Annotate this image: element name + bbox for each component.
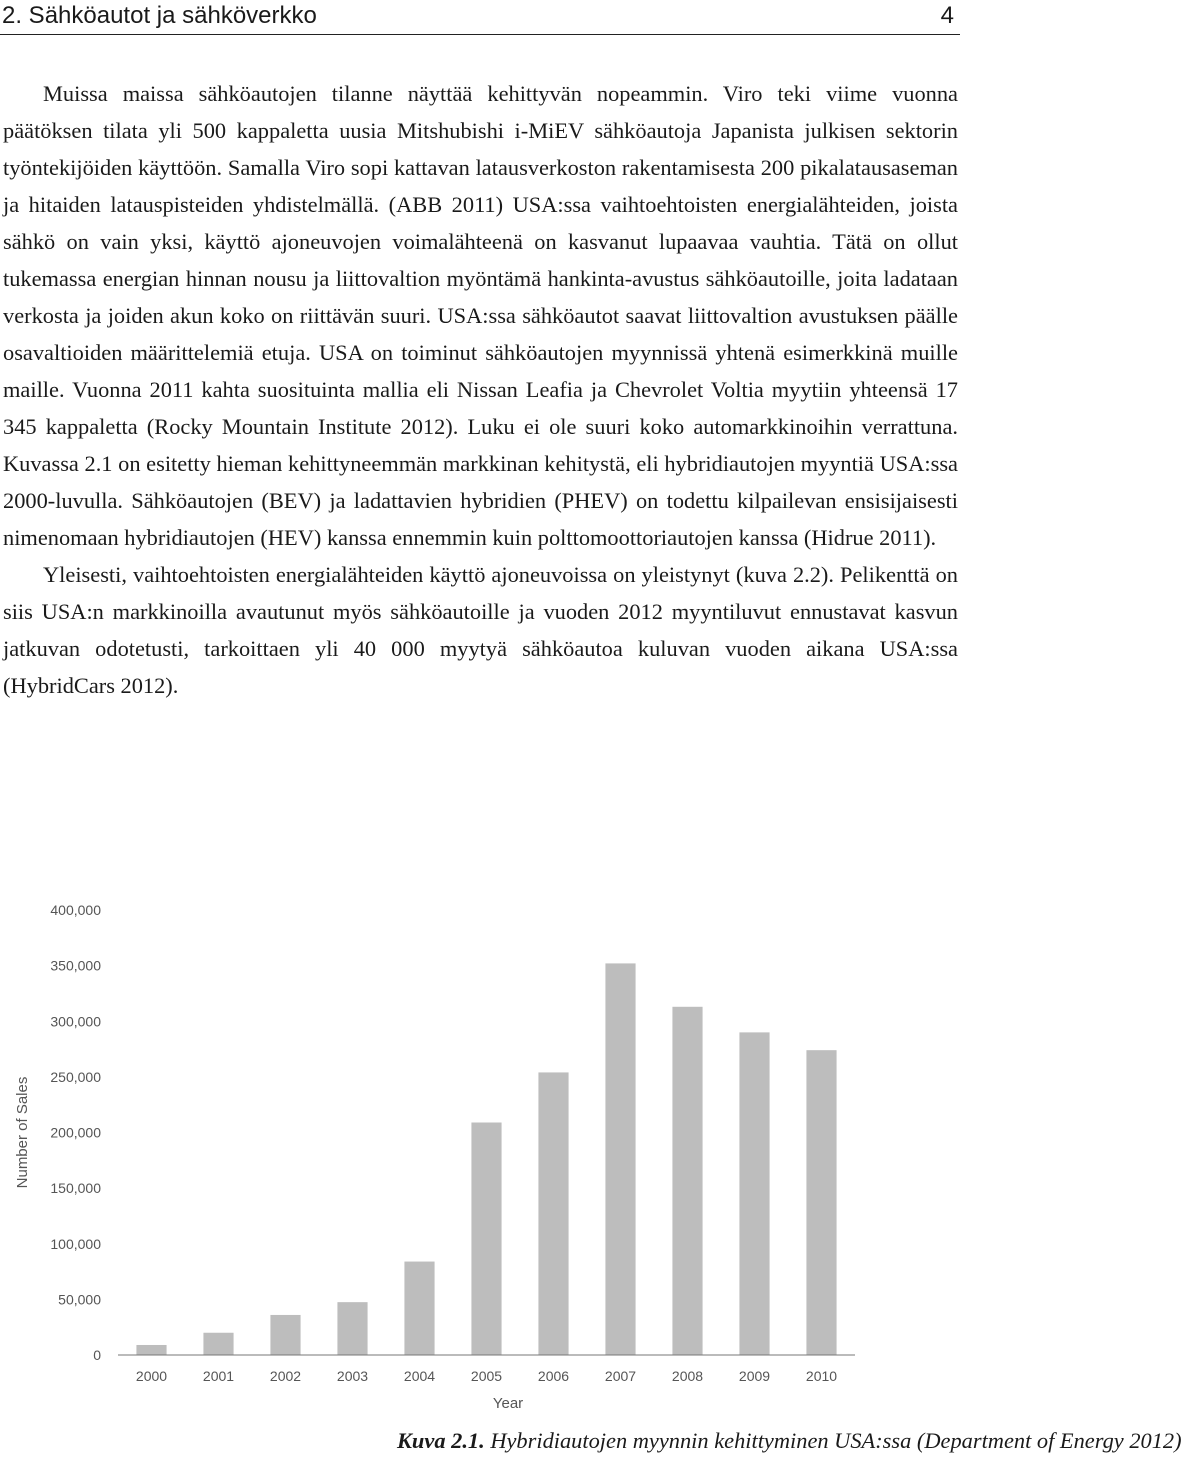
x-tick-label: 2010 xyxy=(805,1368,838,1384)
bar-2000 xyxy=(136,1345,166,1355)
paragraph: Yleisesti, vaihtoehtoisten energialähteiden käyttö ajoneuvoissa on yleistynyt (kuva 2.2). Pelikenttä on siis USA:n markkinoilla avautunut myös sähköautoille ja vuoden 2012 myyntiluvut ennustavat kasvun jatkuvan odotetusti, tarkoittaen yli 40 000 myytyä sähköautoa kuluvan vuoden aikana USA:ssa (HybridCars 2012). xyxy=(3,562,958,698)
y-axis-label: Number of Sales xyxy=(14,1076,31,1189)
x-tick-label: 2002 xyxy=(269,1368,302,1384)
bar-2004 xyxy=(404,1262,434,1355)
y-tick-label: 150,000 xyxy=(50,1180,101,1197)
bar-2008 xyxy=(672,1007,702,1355)
bar-2010 xyxy=(806,1050,836,1355)
x-axis-ticks xyxy=(136,1368,837,1384)
bar-2007 xyxy=(605,963,635,1355)
bars xyxy=(136,963,836,1355)
x-tick-label: 2005 xyxy=(470,1368,503,1384)
caption-label: Kuva 2.1. xyxy=(397,1428,485,1453)
caption-text: Hybridiautojen myynnin kehittyminen USA:ssa (Department of Energy 2012) xyxy=(490,1428,1182,1453)
sales-chart-figure xyxy=(0,890,960,1430)
body-text xyxy=(3,75,958,704)
bar-2002 xyxy=(270,1315,300,1355)
x-tick-label: 2003 xyxy=(336,1368,369,1384)
chapter-title: 2. Sähköautot ja sähköverkko xyxy=(2,2,317,29)
y-tick-label: 100,000 xyxy=(50,1235,101,1252)
y-tick-label: 350,000 xyxy=(50,957,101,974)
bar-2006 xyxy=(538,1072,568,1355)
y-tick-label: 400,000 xyxy=(50,902,101,918)
page-header xyxy=(0,0,960,35)
bar-2009 xyxy=(739,1032,769,1355)
x-axis-label: Year xyxy=(492,1395,524,1412)
paragraph: Muissa maissa sähköautojen tilanne näyttää kehittyvän nopeammin. Viro teki viime vuonna päätöksen tilata yli 500 kappaletta uusia Mitshubishi i-MiEV sähköautoja Japanista julkisen sektorin työntekijöiden käyttöön. Samalla Viro sopi kattavan latausverkoston rakentamisesta 200 pikalatausaseman ja hitaiden latauspisteiden yhdistelmällä. (ABB 2011) USA:ssa vaihtoehtoisten energialähteiden, joista sähkö on vain yksi, käyttö ajoneuvojen voimalähteenä on kasvanut lupaavaa vauhtia. Tätä on ollut tukemassa energian hinnan nousu ja liittovaltion myöntämä hankinta-avustus sähköautoille, joita ladataan verkosta ja joiden akun koko on riittävän suuri. USA:ssa sähköautot saavat liittovaltion avustuksen päälle osavaltioiden määrittelemiä etuja. USA on toiminut sähköautojen myynnissä yhtenä esimerkkinä muille maille. Vuonna 2011 kahta suosituinta mallia eli Nissan Leafia ja Chevrolet Voltia myytiin yhteensä 17 345 kappaletta (Rocky Mountain Institute 2012). Luku ei ole suuri koko automarkkinoihin verrattuna. Kuvassa 2.1 on esitetty hieman kehittyneemmän markkinan kehitystä, eli hybridiautojen myyntiä USA:ssa 2000-luvulla. Sähköautojen (BEV) ja ladattavien hybridien (PHEV) on todettu kilpailevan ensisijaisesti nimenomaan hybridiautojen (HEV) kanssa ennemmin kuin polttomoottoriautojen kanssa (Hidrue 2011). xyxy=(3,81,958,550)
figure-caption xyxy=(397,1428,1182,1454)
page-number: 4 xyxy=(940,2,954,29)
x-tick-label: 2008 xyxy=(671,1368,704,1384)
x-tick-label: 2001 xyxy=(202,1368,235,1384)
x-tick-label: 2004 xyxy=(403,1368,436,1384)
x-tick-label: 2009 xyxy=(738,1368,771,1384)
y-tick-label: 300,000 xyxy=(50,1013,101,1030)
bar-2001 xyxy=(203,1333,233,1355)
x-tick-label: 2000 xyxy=(135,1368,168,1384)
y-tick-label: 50,000 xyxy=(58,1291,101,1308)
bar-2005 xyxy=(471,1122,501,1355)
hybrid-sales-bar-chart xyxy=(0,890,960,1430)
y-tick-label: 200,000 xyxy=(50,1124,101,1141)
y-tick-label: 250,000 xyxy=(50,1068,101,1085)
y-axis-ticks xyxy=(50,902,101,1363)
bar-2003 xyxy=(337,1302,367,1355)
x-tick-label: 2006 xyxy=(537,1368,570,1384)
x-tick-label: 2007 xyxy=(604,1368,637,1384)
y-tick-label: 0 xyxy=(93,1347,101,1363)
